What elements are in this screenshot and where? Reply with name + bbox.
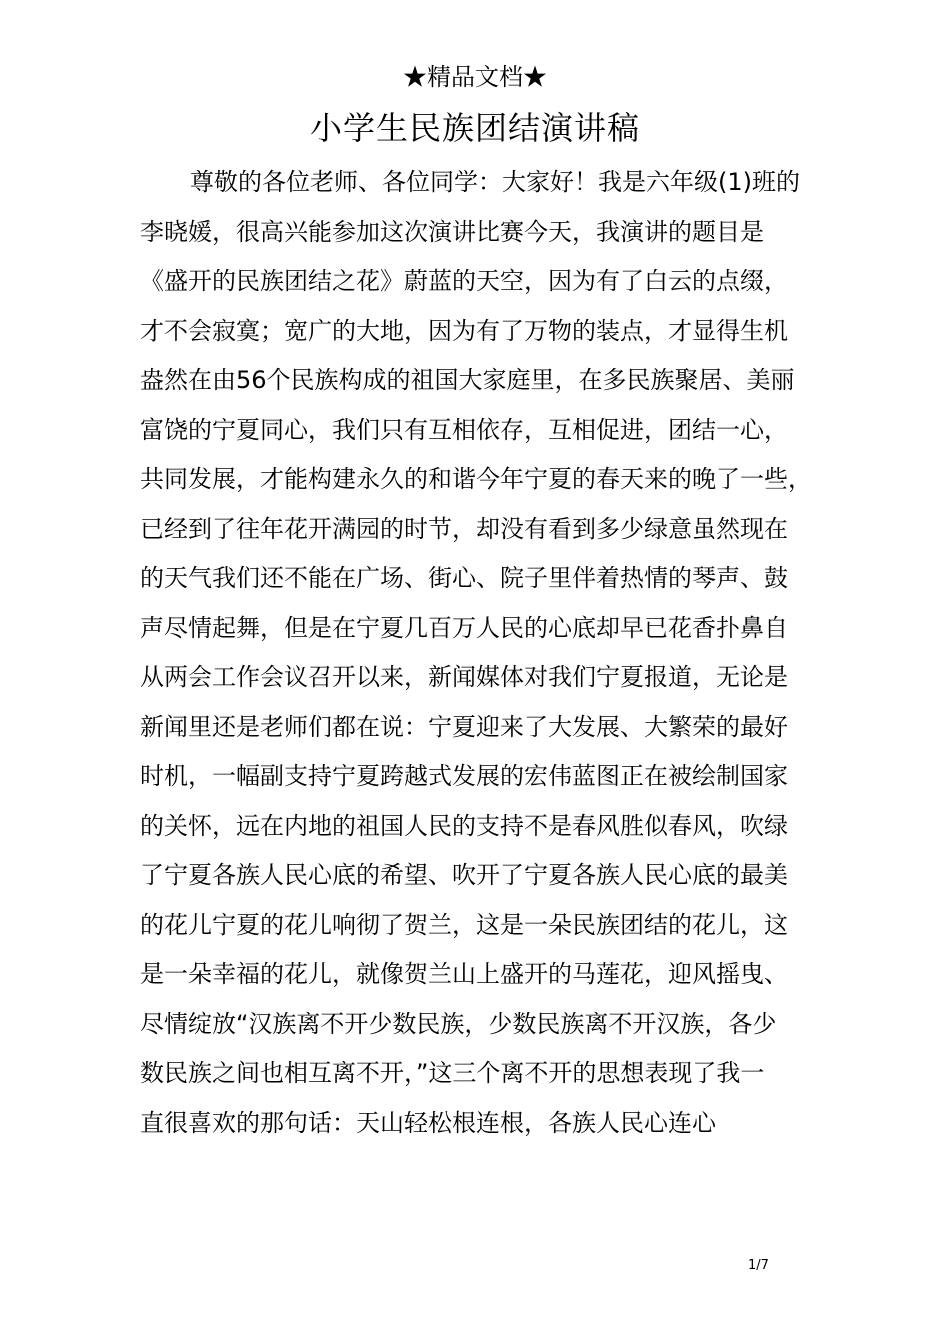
body-line: 盎然在由56个民族构成的祖国大家庭里，在多民族聚居、美丽 <box>140 366 795 394</box>
body-line: 数民族之间也相互离不开，”这三个离不开的思想表现了我一 <box>140 1059 765 1087</box>
body-line: 了宁夏各族人民心底的希望、吹开了宁夏各族人民心底的最美 <box>140 861 788 889</box>
page-number: 1/7 <box>748 1258 769 1273</box>
body-line: 共同发展，才能构建永久的和谐今年宁夏的春天来的晚了一些， <box>140 465 812 493</box>
body-line: 是一朵幸福的花儿，就像贺兰山上盛开的马莲花，迎风摇曳、 <box>140 960 788 988</box>
document-title: 小学生民族团结演讲稿 <box>309 109 640 147</box>
body-line: 的天气我们还不能在广场、街心、院子里伴着热情的琴声、鼓 <box>140 564 788 592</box>
body-line: 已经到了往年花开满园的时节，却没有看到多少绿意虽然现在 <box>140 514 788 543</box>
body-line: 从两会工作会议召开以来，新闻媒体对我们宁夏报道，无论是 <box>140 663 788 691</box>
document-header: ★精品文档★ <box>403 63 547 91</box>
body-line: 直很喜欢的那句话：天山轻松根连根，各族人民心连心 <box>140 1108 716 1137</box>
body-line: 《盛开的民族团结之花》蔚蓝的天空，因为有了白云的点缀， <box>140 267 788 295</box>
body-line: 尽情绽放“汉族离不开少数民族，少数民族离不开汉族，各少 <box>140 1009 777 1038</box>
body-line: 新闻里还是老师们都在说：宁夏迎来了大发展、大繁荣的最好 <box>140 712 788 741</box>
body-line: 时机，一幅副支持宁夏跨越式发展的宏伟蓝图正在被绘制国家 <box>140 762 788 790</box>
body-line: 富饶的宁夏同心，我们只有互相依存，互相促进，团结一心， <box>140 415 788 444</box>
body-line: 的关怀，远在内地的祖国人民的支持不是春风胜似春风，吹绿 <box>140 811 788 840</box>
body-line: 才不会寂寞；宽广的大地，因为有了万物的装点，才显得生机 <box>140 316 788 345</box>
document-body <box>140 158 830 1148</box>
body-line: 李晓媛，很高兴能参加这次演讲比赛今天，我演讲的题目是 <box>140 217 764 246</box>
body-line: 尊敬的各位老师、各位同学：大家好！我是六年级(1)班的 <box>190 168 800 196</box>
body-line: 的花儿宁夏的花儿响彻了贺兰，这是一朵民族团结的花儿，这 <box>140 910 788 939</box>
body-line: 声尽情起舞，但是在宁夏几百万人民的心底却早已花香扑鼻自 <box>140 613 788 642</box>
